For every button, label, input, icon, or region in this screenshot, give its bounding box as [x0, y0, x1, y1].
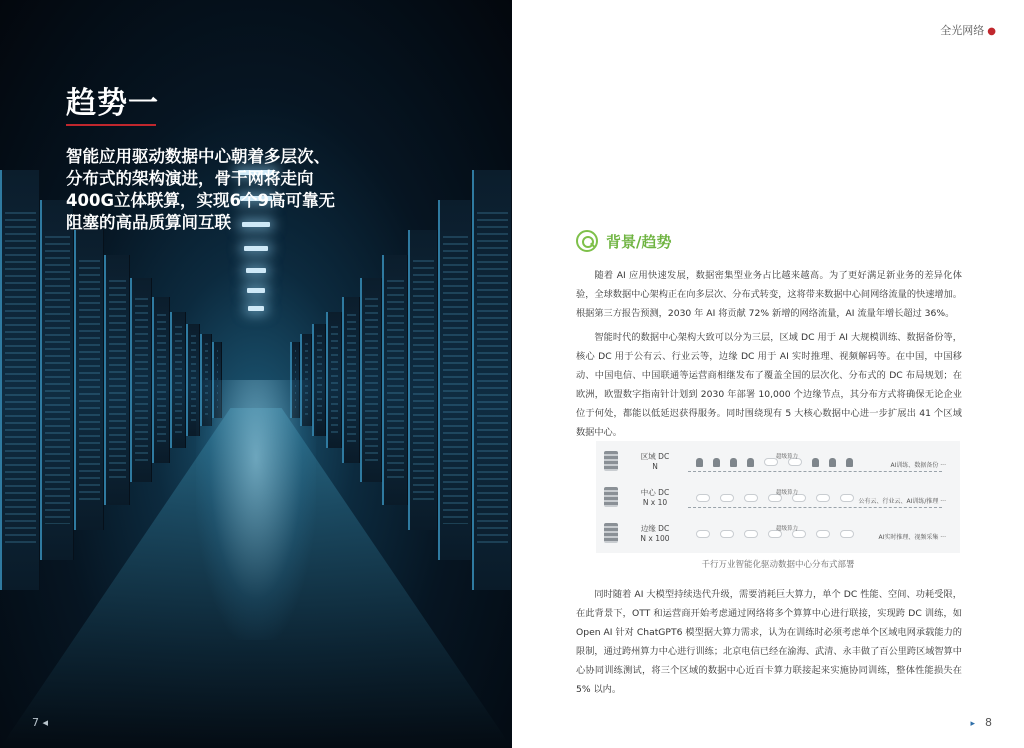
server-rack-left — [74, 230, 104, 530]
server-rack-right — [360, 278, 382, 482]
tier-name: 中心 DC — [640, 488, 670, 497]
tier-usage: AI训练、数据备份 ··· — [890, 462, 946, 469]
tier-usage: AI实时推理、视频采集 ··· — [878, 534, 946, 541]
node-icon — [747, 458, 754, 467]
tier-label — [636, 452, 674, 472]
cloud-icon — [816, 530, 830, 538]
cloud-icon — [720, 530, 734, 538]
tier-divider — [688, 471, 942, 472]
ceiling-light — [244, 246, 268, 251]
tier-compute-label: 超级算力 — [776, 454, 799, 460]
server-rack-right — [472, 170, 512, 590]
section-title: 背景/趋势 — [606, 232, 672, 251]
cloud-icon — [720, 494, 734, 502]
ceiling-light — [248, 306, 264, 311]
page-number-value: 8 — [985, 716, 992, 729]
paragraph-2-text: 智能时代的数据中心架构大致可以分为三层，区域 DC 用于 AI 大规模训练、数据备份等，核心 DC 用于公有云、行业云等，边缘 DC 用于 AI 实时推理、视频解码等。在中国，中国移动、中国电信、中国联通等运营商相继发布了覆盖全国的层次化、分布式的 DC 布局规划；在欧洲，欧盟数字指南针计划到 2030 年部署 10,000 个边缘节点，其分布方式将确保无论企业位于何处，都能以低延迟获得服务。同时围绕现有 5 大核心数据中心进一步扩展出 41 个区域数据中心。 — [576, 332, 962, 438]
tier-compute-label: 超级算力 — [776, 526, 799, 532]
server-icon — [604, 523, 618, 543]
brand-label: 全光网络 — [940, 24, 985, 37]
node-icon — [713, 458, 720, 467]
tier-usage: 公有云、行业云、AI训练/推理 ··· — [858, 498, 946, 505]
server-rack-left — [152, 297, 170, 463]
tier-count: N x 100 — [640, 534, 670, 543]
tier-count: N — [652, 462, 658, 471]
page-number-left: 7 ◂ — [32, 716, 49, 729]
ceiling-light — [246, 268, 266, 273]
server-rack-right — [408, 230, 438, 530]
server-icon — [604, 487, 618, 507]
cloud-icon — [744, 530, 758, 538]
node-icon — [696, 458, 703, 467]
floor-reflection — [196, 380, 316, 640]
diagram-tier-core — [596, 481, 960, 515]
server-rack-left — [130, 278, 152, 482]
tier-label — [636, 524, 674, 544]
server-rack-left — [40, 200, 74, 560]
cloud-icon — [696, 530, 710, 538]
tier-name: 边缘 DC — [640, 524, 670, 533]
node-icon — [829, 458, 836, 467]
ceiling-light — [247, 288, 265, 293]
tier-divider — [688, 507, 942, 508]
server-rack-left — [0, 170, 40, 590]
tier-name: 区域 DC — [640, 452, 670, 461]
node-icon — [846, 458, 853, 467]
page-subtitle: 智能应用驱动数据中心朝着多层次、分布式的架构演进，骨干网将走向400G立体联算，实现6个9高可靠无阻塞的高品质算间互联 — [66, 147, 335, 232]
paragraph-1-text: 随着 AI 应用快速发展，数据密集型业务占比越来越高。为了更好满足新业务的差异化体验，全球数据中心架构正在向多层次、分布式转变，这将带来数据中心间网络流量的快速增加。根据第三方报告预测，2030 年 AI 将贡献 72% 新增的网络流量，AI 流量年增长超过 36%。 — [576, 270, 962, 319]
paragraph-3-text: 同时随着 AI 大模型持续迭代升级，需要消耗巨大算力，单个 DC 性能、空间、功耗受限，在此背景下，OTT 和运营商开始考虑通过网络将多个算算中心进行联接，实现跨 DC 训练，如 Open AI 针对 ChatGPT6 模型据大算力需求，认为在训练时必须考虑单个区域电网承载能力的限制，通过跨州算力中心进行训练；北京电信已经在渝海、武清、永丰做了百公里跨区域智算中心协同训练测试，将三个区域的数据中心近百卡算力联接起来实施协同训练，整体性能损失在 5% 以内。 — [576, 589, 962, 695]
section-heading — [576, 230, 671, 252]
paragraph-2 — [576, 328, 962, 442]
magnifier-icon — [576, 230, 598, 252]
page-arrow-icon: ▸ — [970, 719, 975, 729]
paragraph-3 — [576, 585, 962, 699]
cloud-icon — [840, 494, 854, 502]
cloud-icon — [696, 494, 710, 502]
dc-architecture-diagram — [596, 441, 960, 553]
server-rack-right — [382, 255, 408, 505]
header-brand — [940, 22, 996, 38]
server-rack-right — [438, 200, 472, 560]
server-rack-left — [170, 312, 186, 448]
title-divider — [66, 124, 156, 126]
page-number-right — [970, 716, 992, 729]
diagram-tier-regional — [596, 445, 960, 479]
server-rack-right — [342, 297, 360, 463]
page-title: 趋势一 — [66, 86, 159, 121]
diagram-caption: 千行万业智能化驱动数据中心分布式部署 — [701, 560, 855, 570]
diagram-tier-edge — [596, 517, 960, 551]
cloud-icon — [840, 530, 854, 538]
tier-count: N x 10 — [642, 498, 668, 507]
tier-label — [636, 488, 674, 508]
node-icon — [730, 458, 737, 467]
tier-compute-label: 超级算力 — [776, 490, 799, 496]
brand-dot-icon: ● — [987, 26, 996, 37]
node-icon — [812, 458, 819, 467]
server-rack-right — [326, 312, 342, 448]
paragraph-1 — [576, 266, 962, 323]
right-page — [512, 0, 1024, 748]
server-icon — [604, 451, 618, 471]
server-rack-left — [104, 255, 130, 505]
cloud-icon — [744, 494, 758, 502]
cloud-icon — [816, 494, 830, 502]
